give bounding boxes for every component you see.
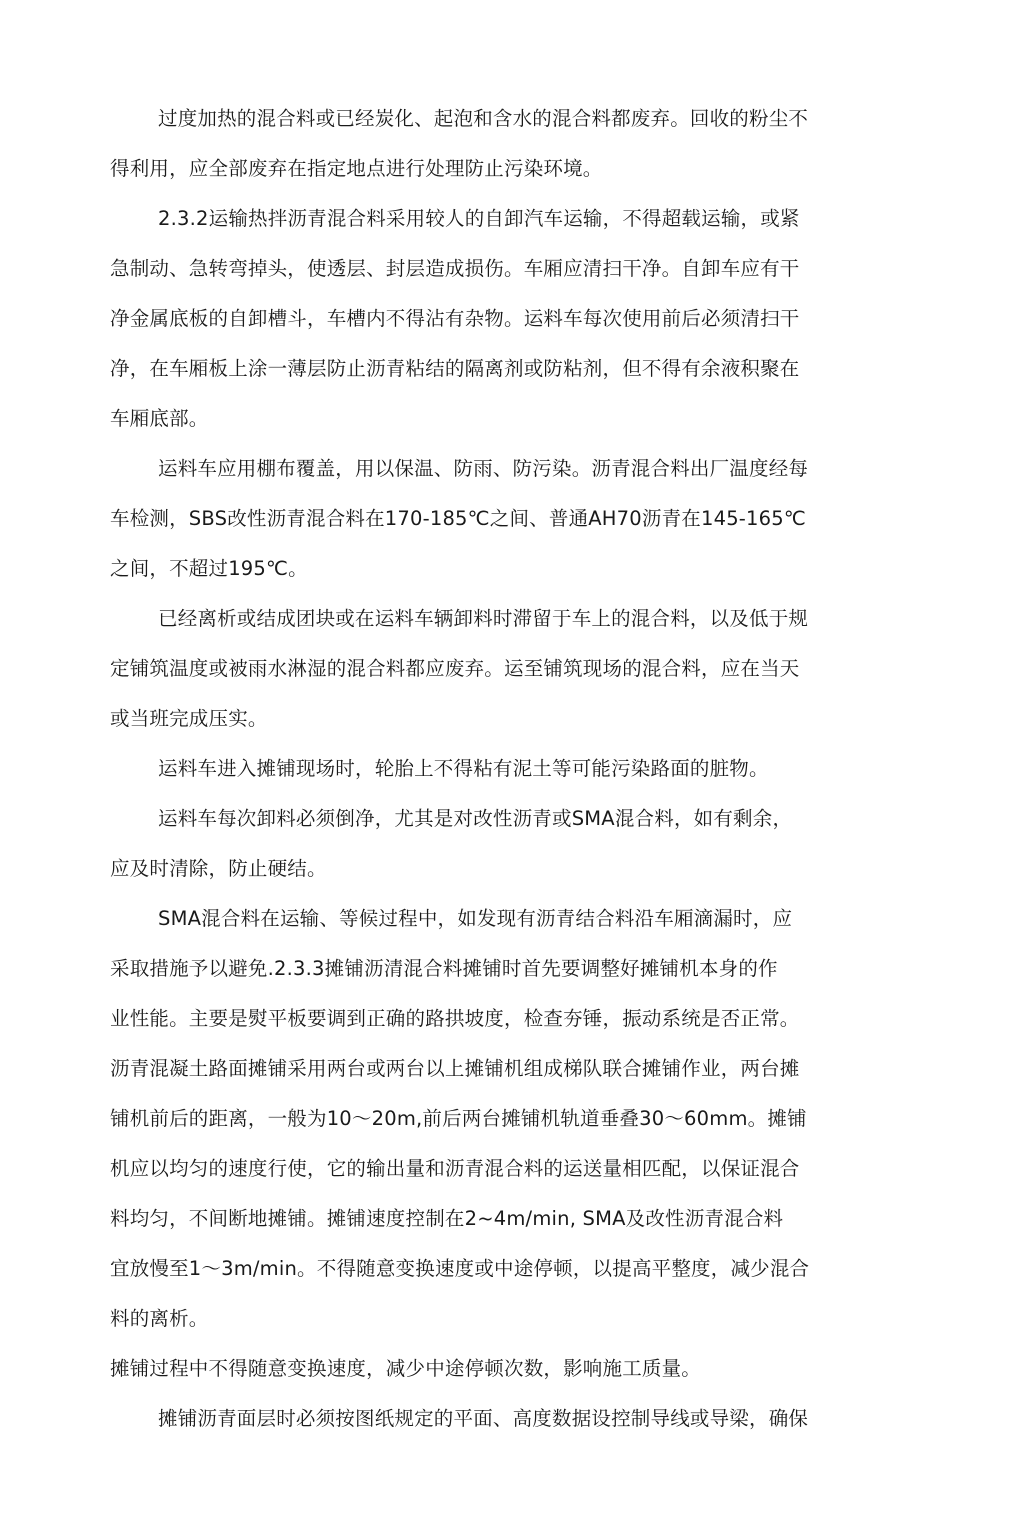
text-line-4: 急制动、急转弯掉头，使透层、封层造成损伤。车厢应清扫干净。自卸车应有干 — [110, 257, 800, 280]
text-line-11: 已经离析或结成团块或在运料车辆卸料时滞留于车上的混合料，以及低于规 — [158, 607, 809, 630]
text-line-23: 料均匀，不间断地摊铺。摊铺速度控制在2~4m/min, SMA及改性沥青混合料 — [110, 1207, 784, 1230]
text-line-24: 宜放慢至1～3m/min。不得随意变换速度或中途停顿，以提高平整度，减少混合 — [110, 1257, 810, 1280]
text-line-22: 机应以均匀的速度行使，它的输出量和沥青混合料的运送量相匹配，以保证混合 — [110, 1157, 800, 1180]
text-line-12: 定铺筑温度或被雨水淋湿的混合料都应废弃。运至铺筑现场的混合料，应在当天 — [110, 657, 800, 680]
text-line-14: 运料车进入摊铺现场时，轮胎上不得粘有泥土等可能污染路面的脏物。 — [158, 757, 769, 780]
text-line-6: 净，在车厢板上涂一薄层防止沥青粘结的隔离剂或防粘剂，但不得有余液积聚在 — [110, 357, 800, 380]
text-line-26: 摊铺过程中不得随意变换速度，减少中途停顿次数，影响施工质量。 — [110, 1357, 702, 1380]
text-line-13: 或当班完成压实。 — [110, 707, 268, 730]
text-line-19: 业性能。主要是熨平板要调到正确的路拱坡度，检查夯锤，振动系统是否正常。 — [110, 1007, 800, 1030]
text-line-17: SMA混合料在运输、等候过程中，如发现有沥青结合料沿车厢滴漏时，应 — [158, 907, 793, 930]
text-line-8: 运料车应用棚布覆盖，用以保温、防雨、防污染。沥青混合料出厂温度经每 — [158, 457, 809, 480]
text-line-3: 2.3.2运输热拌沥青混合料采用较人的自卸汽车运输，不得超载运输，或紧 — [158, 207, 800, 230]
text-line-16: 应及时清除，防止硬结。 — [110, 857, 327, 880]
text-line-18: 采取措施予以避免.2.3.3摊铺沥清混合料摊铺时首先要调整好摊铺机本身的作 — [110, 957, 778, 980]
text-line-1: 过度加热的混合料或已经炭化、起泡和含水的混合料都废弃。回收的粉尘不 — [158, 107, 809, 130]
text-line-5: 净金属底板的自卸槽斗，车槽内不得沾有杂物。运料车每次使用前后必须清扫干 — [110, 307, 800, 330]
text-line-21: 铺机前后的距离，一般为10～20m,前后两台摊铺机轨道垂叠30～60mm。摊铺 — [110, 1107, 807, 1130]
text-line-15: 运料车每次卸料必须倒净，尤其是对改性沥青或SMA混合料，如有剩余， — [158, 807, 793, 830]
text-line-10: 之间，不超过195℃。 — [110, 557, 308, 580]
text-line-27: 摊铺沥青面层时必须按图纸规定的平面、高度数据设控制导线或导梁，确保 — [158, 1407, 809, 1430]
text-line-20: 沥青混凝土路面摊铺采用两台或两台以上摊铺机组成梯队联合摊铺作业，两台摊 — [110, 1057, 800, 1080]
text-line-2: 得利用，应全部废弃在指定地点进行处理防止污染环境。 — [110, 157, 603, 180]
text-line-9: 车检测，SBS改性沥青混合料在170-185℃之间、普通AH70沥青在145-165℃ — [110, 507, 806, 530]
text-line-25: 料的离析。 — [110, 1307, 209, 1330]
text-line-7: 车厢底部。 — [110, 407, 209, 430]
